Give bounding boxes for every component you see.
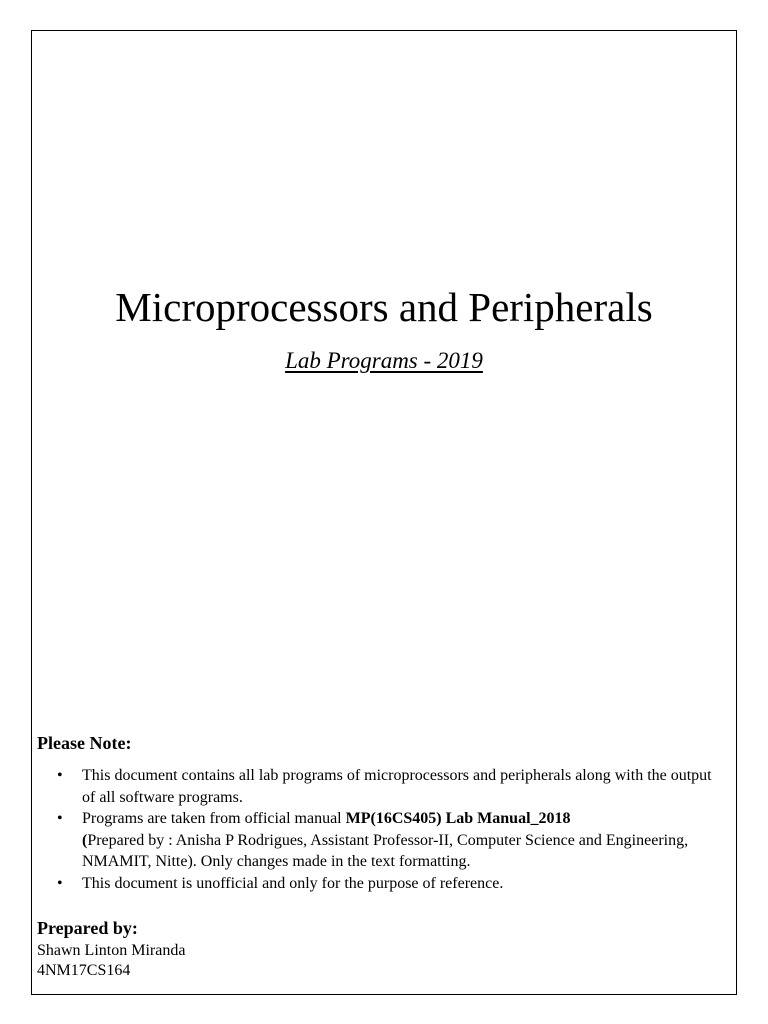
- note-item: [37, 873, 727, 895]
- document-subtitle: [0, 346, 768, 376]
- note-item-text: Prepared by : Anisha P Rodrigues, Assistant Professor-II, Computer Science and Engineering, NMAMIT, Nitte). Only changes made in the text formatting.: [82, 831, 689, 870]
- note-item: [37, 808, 727, 873]
- note-heading: Please Note:: [37, 733, 132, 753]
- document-title: Microprocessors and Peripherals: [115, 284, 653, 330]
- manual-reference: MP(16CS405) Lab Manual_2018: [345, 810, 571, 827]
- note-item-text: This document contains all lab programs of microprocessors and peripherals along with the output of all software programs.: [82, 767, 712, 806]
- prepared-by-heading: Prepared by:: [37, 918, 138, 938]
- note-list: [37, 765, 727, 894]
- subtitle-text: Lab Programs - 2019: [285, 348, 483, 373]
- note-item-text: Programs are taken from official manual: [82, 810, 346, 827]
- note-item: [37, 765, 727, 808]
- author-id: 4NM17CS164: [37, 962, 131, 979]
- open-paren: (: [82, 831, 88, 849]
- bullet-icon: •: [57, 767, 63, 784]
- author-name: Shawn Linton Miranda: [37, 942, 186, 959]
- bullet-icon: •: [57, 874, 63, 892]
- bullet-icon: •: [57, 810, 63, 827]
- note-item-text: This document is unofficial and only for the purpose of reference.: [82, 874, 504, 892]
